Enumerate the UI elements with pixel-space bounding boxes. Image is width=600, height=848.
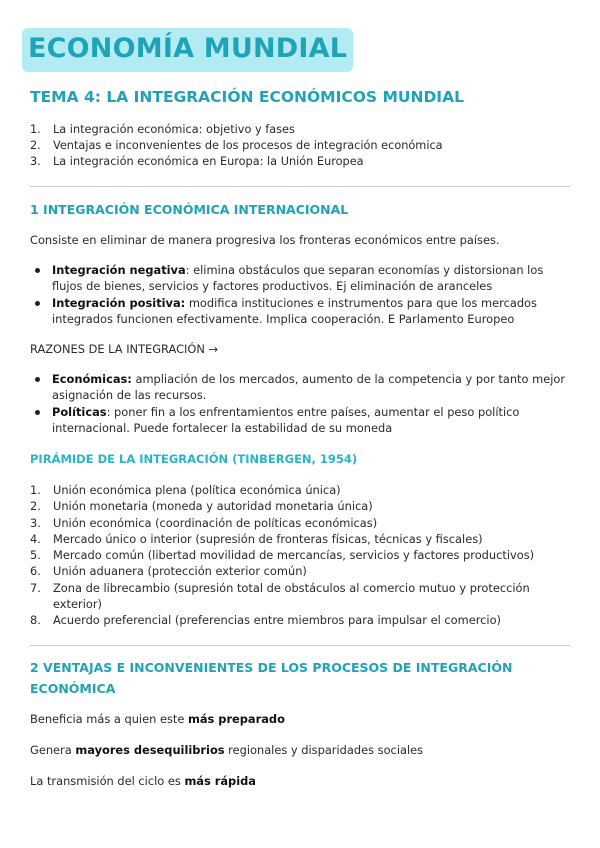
list-item: Económicas: ampliación de los mercados, aumento de la competencia y por tanto mejor asignación de las recursos. bbox=[30, 371, 570, 404]
section2-line: Genera mayores desequilibrios regionales y disparidades sociales bbox=[30, 743, 424, 757]
title-banner bbox=[22, 28, 353, 72]
bullet-icon bbox=[35, 268, 40, 273]
topic-heading: TEMA 4: LA INTEGRACIÓN ECONÓMICOS MUNDIAL bbox=[30, 88, 464, 106]
bullet-icon bbox=[35, 377, 40, 382]
section2-heading: 2 VENTAJAS E INCONVENIENTES DE LOS PROCESOS DE INTEGRACIÓN ECONÓMICA bbox=[30, 660, 513, 696]
list-item: 2. Unión monetaria (moneda y autoridad monetaria única) bbox=[30, 499, 373, 514]
list-item: Integración negativa: elimina obstáculos que separan economías y distorsionan los flujos de bienes, servicios y factores productivos. Ej eliminación de aranceles bbox=[30, 262, 570, 295]
list-item: Integración positiva: modifica instituciones e instrumentos para que los mercados integrados funcionen efectivamente. Implica cooperación. E Parlamento Europeo bbox=[30, 295, 570, 328]
index-list bbox=[30, 122, 443, 170]
list-item: 2. Ventajas e inconvenientes de los procesos de integración económica bbox=[30, 139, 443, 152]
bullet-icon bbox=[35, 301, 40, 306]
list-item: 3. Unión económica (coordinación de políticas económicas) bbox=[30, 515, 378, 530]
list-item: 5. Mercado común (libertad movilidad de mercancías, servicios y factores productivos) bbox=[30, 548, 535, 563]
list-item: 3. La integración económica en Europa: la Unión Europea bbox=[30, 155, 364, 168]
razones-list bbox=[30, 371, 570, 436]
integration-types-list bbox=[30, 262, 570, 327]
list-item: 6. Unión aduanera (protección exterior común) bbox=[30, 564, 307, 579]
divider bbox=[30, 186, 570, 187]
section1-heading: 1 INTEGRACIÓN ECONÓMICA INTERNACIONAL bbox=[30, 202, 349, 217]
bullet-icon bbox=[35, 410, 40, 415]
document-title: ECONOMÍA MUNDIAL bbox=[28, 33, 348, 64]
section2-line: La transmisión del ciclo es más rápida bbox=[30, 774, 256, 788]
list-item: Políticas: poner fin a los enfrentamientos entre países, aumentar el peso político internacional. Puede fortalecer la estabilidad de su moneda bbox=[30, 404, 570, 437]
list-item: 8. Acuerdo preferencial (preferencias entre miembros para impulsar el comercio) bbox=[30, 613, 501, 628]
razones-label: RAZONES DE LA INTEGRACIÓN → bbox=[30, 342, 219, 356]
divider bbox=[30, 645, 570, 646]
section1-intro: Consiste en eliminar de manera progresiva los fronteras económicos entre países. bbox=[30, 233, 500, 247]
section2-line: Beneficia más a quien este más preparado bbox=[30, 712, 285, 726]
list-item: 1. Unión económica plena (política económica única) bbox=[30, 483, 341, 497]
list-item: 1. La integración económica: objetivo y fases bbox=[30, 123, 295, 136]
list-item: 7. Zona de librecambio (supresión total de obstáculos al comercio mutuo y protección exterior) bbox=[30, 580, 530, 612]
piramide-list bbox=[30, 482, 570, 629]
list-item: 4. Mercado único o interior (supresión de fronteras físicas, técnicas y fiscales) bbox=[30, 531, 483, 546]
piramide-heading: PIRÁMIDE DE LA INTEGRACIÓN (TINBERGEN, 1954) bbox=[30, 452, 358, 466]
